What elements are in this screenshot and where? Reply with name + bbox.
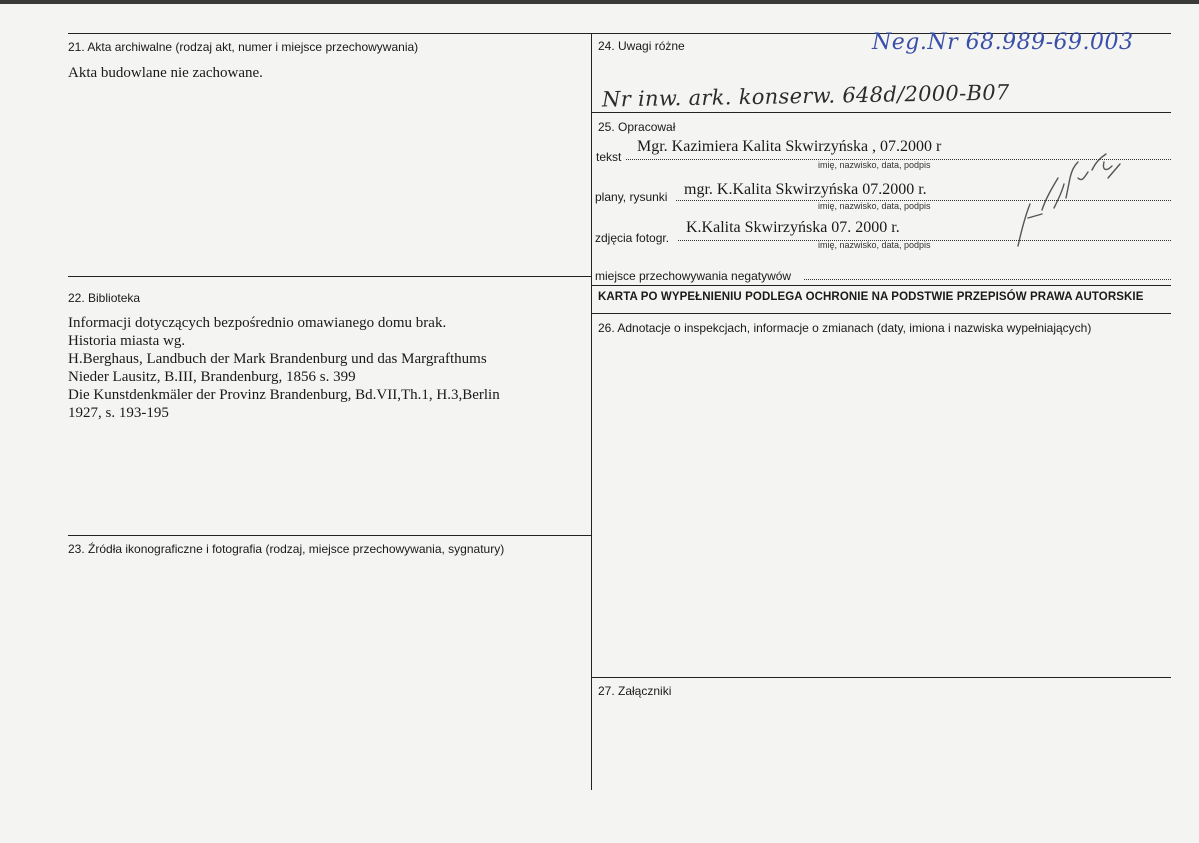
- section-21-text: Akta budowlane nie zachowane.: [68, 65, 263, 81]
- left-divider-21-22: [68, 276, 591, 277]
- negatives-storage-label: miejsce przechowywania negatywów: [595, 269, 792, 283]
- right-divider-25-26: [591, 313, 1171, 314]
- bibliography-text: [68, 314, 500, 422]
- prepared-row-caption: imię, nazwisko, data, podpis: [818, 160, 931, 170]
- prepared-row-prefix: tekst: [596, 150, 622, 164]
- section-21-label: 21. Akta archiwalne (rodzaj akt, numer i miejsce przechowywania): [68, 40, 419, 54]
- left-divider-22-23: [68, 535, 591, 536]
- bibliography-line: Nieder Lausitz, B.III, Brandenburg, 1856 s. 399: [68, 369, 356, 385]
- section-27-label: 27. Załączniki: [598, 684, 672, 698]
- prepared-row-prefix: zdjęcia fotogr.: [595, 231, 670, 245]
- section-23-label: 23. Źródła ikonograficzne i fotografia (rodzaj, miejsce przechowywania, sygnatury): [68, 542, 505, 556]
- bibliography-line: H.Berghaus, Landbuch der Mark Brandenburg und das Margrafthums: [68, 351, 487, 367]
- handwritten-negative-number: Neg.Nr 68.989-69.003: [872, 30, 1134, 55]
- right-divider-24-25: [591, 112, 1171, 113]
- right-divider-neg: [591, 285, 1171, 286]
- section-22-label: 22. Biblioteka: [68, 291, 141, 305]
- handwritten-signature: [1008, 148, 1128, 258]
- scan-top-edge: [0, 0, 1199, 4]
- handwritten-inventory-number: Nr inw. ark. konserw. 648d/2000-B07: [601, 80, 1010, 112]
- section-24-label: 24. Uwagi różne: [598, 39, 685, 53]
- right-divider-26-27: [591, 677, 1171, 678]
- copyright-notice: KARTA PO WYPEŁNIENIU PODLEGA OCHRONIE NA PODSTWIE PRZEPISÓW PRAWA AUTORSKIE: [598, 291, 1144, 303]
- bibliography-line: Die Kunstdenkmäler der Provinz Brandenburg, Bd.VII,Th.1, H.3,Berlin: [68, 387, 500, 403]
- prepared-row-value: K.Kalita Skwirzyńska 07. 2000 r.: [686, 219, 900, 236]
- prepared-row-caption: imię, nazwisko, data, podpis: [818, 240, 931, 250]
- prepared-row-prefix: plany, rysunki: [595, 190, 668, 204]
- bibliography-line: 1927, s. 193-195: [68, 405, 169, 421]
- prepared-row-value: mgr. K.Kalita Skwirzyńska 07.2000 r.: [684, 181, 927, 198]
- bibliography-line: Historia miasta wg.: [68, 333, 186, 349]
- bibliography-line: Informacji dotyczących bezpośrednio omawianego domu brak.: [68, 315, 447, 331]
- section-25-label: 25. Opracował: [598, 120, 676, 134]
- section-26-label: 26. Adnotacje o inspekcjach, informacje o zmianach (daty, imiona i nazwiska wypełniających): [598, 321, 1092, 335]
- prepared-row-value: Mgr. Kazimiera Kalita Skwirzyńska , 07.2000 r: [637, 138, 942, 155]
- fill-line: [804, 279, 1171, 280]
- prepared-row-caption: imię, nazwisko, data, podpis: [818, 201, 931, 211]
